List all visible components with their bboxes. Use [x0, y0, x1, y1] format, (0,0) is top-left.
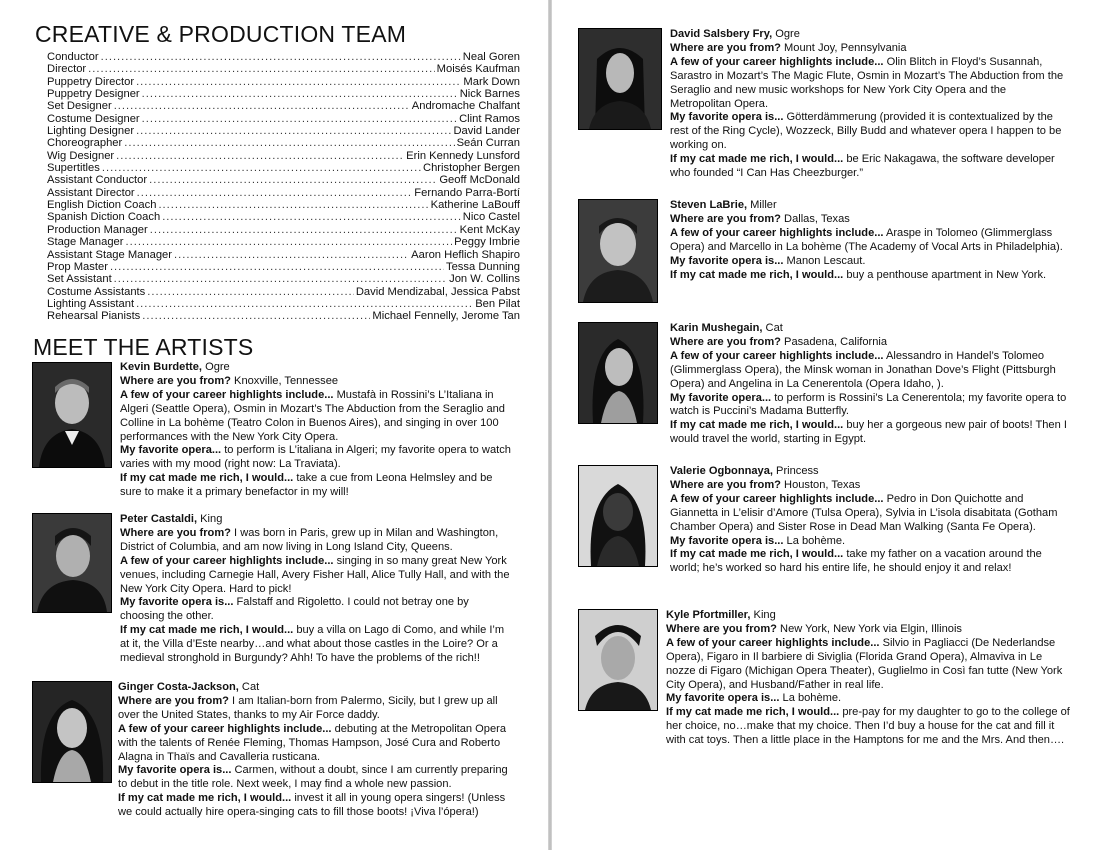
answer-favorite: Götterdämmerung (provided it is contextualized by the rest of the Ring Cycle), Wozzeck, Billy Budd and whatever opera I happen to be working on. [670, 111, 1062, 152]
artist-role: King [197, 513, 223, 525]
question-highlights: A few of your career highlights include... [670, 349, 884, 362]
question-rich: If my cat made me rich, I would... [666, 706, 840, 719]
question-favorite: My favorite opera is... [670, 111, 784, 124]
leader-dots [116, 150, 404, 162]
answer-rich: take my father on a vacation around the world; he’s worked so hard his entire life, he should enjoy it and relax! [670, 548, 1042, 575]
answer-rich: invest it all in young opera singers! (Unless we could actually hire opera-singing cats to fill those boots! ¡Viva l’ópera!) [118, 792, 506, 819]
question-rich: If my cat made me rich, I would... [118, 792, 292, 805]
answer-highlights: Araspe in Tolomeo (Glimmerglass Opera) and Marcello in La bohème (The Academy of Vocal Arts in Philadelphia). [670, 226, 1063, 253]
credit-name: David Mendizabal, Jessica Pabst [355, 285, 520, 298]
leader-dots [126, 236, 453, 248]
question-from: Where are you from? [670, 335, 781, 348]
answer-favorite: La bohème. [783, 534, 846, 547]
leader-dots [124, 137, 454, 149]
answer-from: Dallas, Texas [780, 212, 850, 225]
question-favorite: My favorite opera is... [670, 254, 784, 267]
credit-row [47, 137, 520, 149]
answer-highlights: singing in so many great New York venues, including Carnegie Hall, Avery Fisher Hall, Alice Tully Hall, and with the New York City Opera. Hard to pick! [120, 554, 510, 595]
credit-row [47, 125, 520, 137]
question-from: Where are you from? [118, 694, 229, 707]
credit-row [47, 261, 520, 273]
question-favorite: My favorite opera is... [120, 596, 234, 609]
credit-role: Prop Master [47, 260, 108, 273]
artist-name: Kevin Burdette, [120, 361, 202, 373]
artist-bio [120, 361, 516, 500]
credit-row [47, 236, 520, 248]
credit-name: Nico Castel [462, 211, 520, 224]
credit-name: Clint Ramos [459, 112, 520, 125]
credit-role: Choreographer [47, 137, 123, 150]
credit-row [47, 224, 520, 236]
question-rich: If my cat made me rich, I would... [670, 268, 844, 281]
answer-rich: be Eric Nakagawa, the software developer who founded “I Can Has Cheezburger.” [670, 153, 1055, 180]
credit-name: Michael Fennelly, Jerome Tan [372, 310, 520, 323]
right-page [552, 0, 1100, 850]
credit-name: Peggy Imbrie [454, 236, 520, 249]
leader-dots [114, 100, 410, 112]
answer-rich: take a cue from Leona Helmsley and be sure to make it a primary benefactor in my will! [120, 472, 493, 499]
leader-dots [102, 162, 421, 174]
credit-name: Geoff McDonald [439, 174, 520, 187]
answer-rich: pre-pay for my daughter to go to the college of her choice, no…make that my choice. Then I’d buy a house for the cat and fill it with cat toys. Then a little place in the Hamptons for me and the Mrs. And then…. [666, 706, 1070, 747]
leader-dots [142, 113, 457, 125]
answer-highlights: Silvio in Pagliacci (De Nederlandse Opera), Figaro in Il barbiere di Siviglia (Florida Grand Opera), Almaviva in Le nozze di Figaro (Michigan Opera Theater), Guglielmo in Così fan tutte (New York City Opera), and Husband/Father in real life. [666, 636, 1063, 691]
question-from: Where are you from? [666, 622, 777, 635]
credit-row [47, 187, 520, 199]
leader-dots [158, 199, 428, 211]
credit-role: Director [47, 63, 87, 76]
headshot-photo [32, 513, 112, 613]
artist-bio [670, 199, 1070, 282]
artist-bio [670, 322, 1070, 447]
answer-from: I am Italian-born from Palermo, Sicily, but I grew up all over the United States, thanks to my Air Force daddy. [118, 694, 498, 721]
credit-name: Nick Barnes [459, 88, 520, 101]
question-rich: If my cat made me rich, I would... [670, 153, 844, 166]
credit-name: Erin Kennedy Lunsford [406, 149, 520, 162]
credit-row [47, 174, 520, 186]
answer-from: I was born in Paris, grew up in Milan and Washington, District of Columbia, and am now living in Long Island City, Queens. [120, 526, 499, 553]
headshot-photo [578, 609, 658, 711]
leader-dots [137, 187, 413, 199]
leader-dots [136, 76, 461, 88]
credit-role: Rehearsal Pianists [47, 310, 141, 323]
question-rich: If my cat made me rich, I would... [670, 419, 844, 432]
credit-role: Assistant Conductor [47, 174, 148, 187]
answer-highlights: Pedro in Don Quichotte and Giannetta in L’elisir d’Amore (Tulsa Opera), Sylvia in L’isola disabitata (Gotham Chamber Opera) and Sister Rose in Dead Man Walking (Santa Fe Opera). [670, 492, 1058, 533]
answer-highlights: debuting at the Metropolitan Opera with the talents of Renée Fleming, Thomas Hampson, José Cura and Roberto Alagna in Thaïs and Cavalleria rusticana. [118, 722, 507, 763]
answer-from: Houston, Texas [780, 478, 861, 491]
credit-row [47, 249, 520, 261]
credit-row [47, 273, 520, 285]
credit-role: Spanish Diction Coach [47, 211, 161, 224]
leader-dots [147, 286, 354, 298]
credit-name: David Lander [453, 125, 520, 138]
leader-dots [162, 211, 461, 223]
question-rich: If my cat made me rich, I would... [670, 548, 844, 561]
credit-name: Katherine LaBouff [430, 199, 520, 212]
credit-row [47, 150, 520, 162]
question-rich: If my cat made me rich, I would... [120, 624, 294, 637]
credit-name: Aaron Heflich Shapiro [411, 248, 520, 261]
artist-bio [118, 681, 518, 820]
leader-dots [114, 273, 447, 285]
credit-role: Set Designer [47, 100, 112, 113]
artists-heading: MEET THE ARTISTS [33, 334, 254, 360]
artist-name: Ginger Costa-Jackson, [118, 681, 239, 693]
headshot-photo [578, 28, 662, 130]
leader-dots [88, 63, 435, 75]
question-favorite: My favorite opera is... [118, 764, 232, 777]
question-highlights: A few of your career highlights include... [118, 722, 332, 735]
credit-name: Fernando Parra-Bortí [414, 186, 520, 199]
artist-bio [120, 513, 516, 666]
credit-row [47, 286, 520, 298]
credit-name: Kent McKay [459, 223, 520, 236]
question-from: Where are you from? [120, 526, 231, 539]
leader-dots [101, 51, 461, 63]
question-favorite: My favorite opera... [120, 444, 222, 457]
credit-role: Puppetry Director [47, 75, 135, 88]
question-highlights: A few of your career highlights include... [120, 388, 334, 401]
answer-favorite: to perform is L’italiana in Algeri; my favorite opera to watch varies with my mood (right now: La Traviata). [120, 444, 511, 471]
credit-name: Ben Pilat [475, 297, 520, 310]
question-from: Where are you from? [670, 212, 781, 225]
question-favorite: My favorite opera is... [670, 534, 784, 547]
question-highlights: A few of your career highlights include... [666, 636, 880, 649]
credit-role: Lighting Designer [47, 125, 135, 138]
leader-dots [136, 125, 451, 137]
credit-name: Neal Goren [462, 51, 520, 63]
credits-list [47, 51, 520, 323]
question-highlights: A few of your career highlights include... [670, 226, 884, 239]
artist-name: David Salsbery Fry, [670, 28, 773, 40]
credit-row [47, 310, 520, 322]
credit-role: Production Manager [47, 223, 148, 236]
headshot-photo [578, 322, 658, 424]
credit-role: Wig Designer [47, 149, 115, 162]
credit-name: Tessa Dunning [445, 260, 520, 273]
artist-name: Karin Mushegain, [670, 322, 763, 334]
headshot-photo [32, 681, 112, 783]
question-favorite: My favorite opera... [670, 391, 772, 404]
answer-rich: buy a penthouse apartment in New York. [843, 268, 1047, 281]
answer-favorite: Carmen, without a doubt, since I am currently preparing to debut in the title role. Next week, I may find a whole new passion. [118, 764, 508, 791]
credit-row [47, 113, 520, 125]
leader-dots [136, 298, 473, 310]
credit-row [47, 199, 520, 211]
answer-favorite: to perform is Rossini’s La Cenerentola; my favorite opera to watch is Puccini’s Madama Butterfly. [670, 391, 1067, 418]
leader-dots [142, 310, 370, 322]
answer-highlights: Mustafà in Rossini’s L’Italiana in Algeri (Seattle Opera), Osmin in Mozart’s The Abduction from the Seraglio and Colline in La bohème (Teatro Colon in Buenos Aires), and singing in over 100 performances with the New York City Opera. [120, 388, 505, 443]
credit-row [47, 88, 520, 100]
credits-heading: CREATIVE & PRODUCTION TEAM [35, 21, 407, 47]
answer-from: Pasadena, California [780, 335, 888, 348]
credit-role: Conductor [47, 51, 99, 63]
leader-dots [142, 88, 458, 100]
leader-dots [110, 261, 444, 273]
headshot-photo [578, 199, 658, 303]
answer-from: Knoxville, Tennessee [230, 374, 339, 387]
credit-role: Assistant Director [47, 186, 135, 199]
artist-bio [670, 28, 1070, 181]
credit-row [47, 51, 520, 63]
credit-name: Jon W. Collins [449, 273, 520, 286]
artist-role: Ogre [772, 28, 800, 40]
credit-row [47, 162, 520, 174]
credit-role: Stage Manager [47, 236, 124, 249]
answer-highlights: Olin Blitch in Floyd’s Susannah, Sarastro in Mozart’s The Magic Flute, Osmin in Mozart’s The Abduction from the Seraglio and new music workshops for New York City Opera and the Metropolitan Opera. [670, 55, 1064, 110]
question-from: Where are you from? [120, 374, 231, 387]
credit-role: Costume Assistants [47, 285, 146, 298]
artist-role: Ogre [201, 361, 230, 373]
artist-role: Miller [747, 199, 777, 211]
credit-role: Set Assistant [47, 273, 112, 286]
artist-role: King [750, 609, 776, 621]
artist-name: Steven LaBrie, [670, 199, 748, 211]
answer-favorite: Manon Lescaut. [783, 254, 866, 267]
artist-role: Princess [772, 465, 819, 477]
credit-role: Lighting Assistant [47, 297, 135, 310]
leader-dots [150, 224, 458, 236]
credit-row [47, 211, 520, 223]
artist-role: Cat [238, 681, 260, 693]
credit-name: Christopher Bergen [422, 162, 520, 175]
credit-role: Supertitles [47, 162, 100, 175]
left-page [0, 0, 548, 850]
headshot-photo [578, 465, 658, 567]
credit-role: Assistant Stage Manager [47, 248, 172, 261]
question-highlights: A few of your career highlights include... [120, 554, 334, 567]
answer-favorite: La bohème. [779, 692, 842, 705]
artist-bio [666, 609, 1070, 748]
credit-name: Moisés Kaufman [436, 63, 520, 76]
answer-rich: buy a villa on Lago di Como, and while I’m at it, the Villa d’Este nearby…and what about those castles in the Loire? Or a medieval stronghold in Burgundy? Ahh! To have the problems of the rich!! [120, 624, 505, 665]
question-highlights: A few of your career highlights include... [670, 55, 884, 68]
question-from: Where are you from? [670, 478, 781, 491]
question-from: Where are you from? [670, 41, 781, 54]
question-favorite: My favorite opera is... [666, 692, 780, 705]
answer-highlights: Alessandro in Handel’s Tolomeo (Glimmerglass Opera), the Minsk woman in Jonathan Dove’s Flight (Pittsburgh Opera) and Angelina in La Cenerentola (Opera Idaho, ). [670, 349, 1056, 390]
artist-name: Valerie Ogbonnaya, [670, 465, 773, 477]
credit-row [47, 63, 520, 75]
question-rich: If my cat made me rich, I would... [120, 472, 294, 485]
credit-row [47, 100, 520, 112]
answer-favorite: Falstaff and Rigoletto. I could not betray one by choosing the other. [120, 596, 469, 623]
artist-name: Peter Castaldi, [120, 513, 198, 525]
artist-name: Kyle Pfortmiller, [666, 609, 751, 621]
question-highlights: A few of your career highlights include... [670, 492, 884, 505]
answer-rich: buy her a gorgeous new pair of boots! Then I would travel the world, starting in Egypt. [670, 419, 1067, 446]
credit-name: Mark Down [463, 75, 520, 88]
leader-dots [174, 249, 409, 261]
credit-role: Costume Designer [47, 112, 140, 125]
leader-dots [149, 174, 437, 186]
artist-role: Cat [762, 322, 783, 334]
credit-role: Puppetry Designer [47, 88, 140, 101]
credit-row [47, 76, 520, 88]
credit-name: Seán Curran [456, 137, 520, 150]
answer-from: Mount Joy, Pennsylvania [780, 41, 907, 54]
headshot-photo [32, 362, 112, 468]
credit-row [47, 298, 520, 310]
artist-bio [670, 465, 1070, 576]
credit-role: English Diction Coach [47, 199, 157, 212]
answer-from: New York, New York via Elgin, Illinois [776, 622, 962, 635]
credit-name: Andromache Chalfant [411, 100, 520, 113]
